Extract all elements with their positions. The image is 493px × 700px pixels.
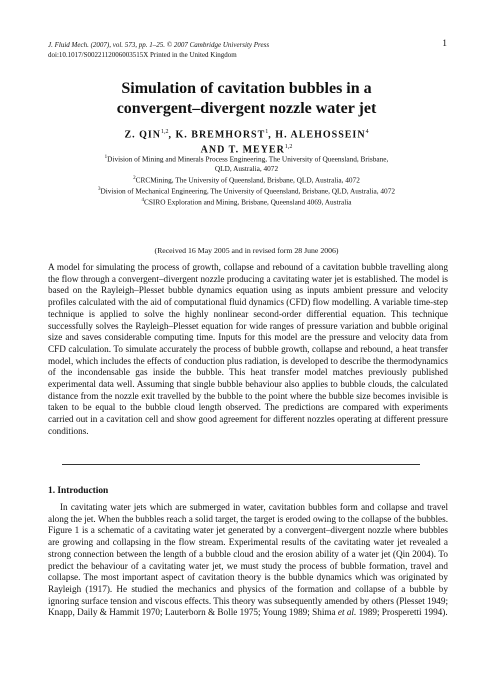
paper-title	[0, 79, 493, 119]
abstract-divider	[62, 464, 420, 465]
authors-line-1: Z. QIN$^{1,2}$, K. BREMHORST$^1$, H. ALEHOSSEIN$^4$	[124, 129, 369, 141]
paragraph-text: In cavitating water jets which are submerged in water, cavitation bubbles form and collapse and travel along the jet. When the bubbles reach a solid target, the target is eroded owing to the collapse of the bubbles. Figure 1 is a schematic of a cavitating water jet generated by a convergent–divergent nozzle where bubbles are growing and collapsing in the flow stream. Experimental results of the cavitating water jet revealed a strong connection between the length of a bubble cloud and the erosion ability of a water jet (Qin 2004). To predict the behaviour of a cavitating water jet, we must study the process of bubble formation, travel and collapse. The most important aspect of cavitation theory is the bubble dynamics which was originated by Rayleigh (1917). He studied the mechanics and physics of the formation and collapse of a bubble by ignoring surface tension and viscous effects. This theory was subsequently amended by others (Plesset 1949; Knapp, Daily & Hammit 1970; Lauterborn & Bolle 1975; Young 1989; Shima	[48, 502, 449, 618]
affiliation-text: CSIRO Exploration and Mining, Brisbane, Queensland 4069, Australia	[143, 197, 352, 207]
affiliation-continuation: QLD, Australia, 4072	[214, 164, 279, 174]
page-number: 1	[442, 39, 447, 49]
affiliation-text: Division of Mining and Minerals Process Engineering, The University of Queensland, Brisbane,	[107, 154, 389, 164]
journal-header	[48, 40, 448, 60]
affiliation	[20, 174, 473, 185]
affiliation	[20, 185, 473, 196]
affiliation-text: CRCMining, The University of Queensland, Brisbane, QLD, Australia, 4072	[135, 175, 360, 185]
doi-line: doi:10.1017/S0022112006003515X Printed in the United Kingdom	[48, 51, 237, 59]
affiliation	[20, 153, 473, 164]
received-dates: (Received 16 May 2005 and in revised form 28 June 2006)	[154, 246, 339, 255]
author-name: Z. QIN	[124, 129, 161, 141]
author-name: T. MEYER	[228, 144, 285, 156]
author-name: K. BREMHORST	[175, 129, 266, 141]
paragraph-text-end: 1989; Prosperetti 1994).	[356, 607, 448, 618]
author-affiliation-mark: 1,2	[284, 144, 293, 151]
title-line-1: Simulation of cavitation bubbles in a	[121, 80, 372, 97]
affiliation-text: Division of Mechanical Engineering, The University of Queensland, Brisbane, QLD, Australia, 4072	[100, 186, 395, 196]
journal-citation: J. Fluid Mech. (2007), vol. 573, pp. 1–25. © 2007 Cambridge University Press	[48, 41, 270, 49]
affiliation	[20, 196, 473, 207]
section-heading: 1. Introduction	[48, 486, 109, 496]
author-name: H. ALEHOSSEIN	[275, 129, 366, 141]
affiliation-mark: 4	[141, 198, 144, 204]
author-affiliation-mark: 1,2	[161, 129, 169, 135]
section-paragraph	[48, 502, 448, 619]
author-conjunction: AND	[200, 144, 226, 156]
paragraph-italic: et al.	[337, 607, 357, 618]
affiliation-mark: 3	[97, 186, 101, 192]
author-affiliation-mark: 1	[265, 129, 269, 135]
abstract: A model for simulating the process of growth, collapse and rebound of a cavitation bubble travelling along the flow through a convergent–divergent nozzle producing a cavitating water jet is established. The model is based on the Rayleigh–Plesset bubble dynamics equation using as inputs ambient pressure and velocity profiles calculated with the aid of computational fluid dynamics (CFD) flow modelling. A variable time-step technique is applied to solve the highly nonlinear second-order differential equation. This technique successfully solves the Rayleigh–Plesset equation for wide ranges of pressure variation and bubble original size and saves considerable computing time. Inputs for this model are the pressure and velocity data from CFD calculation. To simulate accurately the process of bubble growth, collapse and rebound, a heat transfer model, which includes the effects of conduction plus radiation, is developed to describe the thermodynamics of the incondensable gas inside the bubble. This heat transfer model matches previously published experimental data well. Assuming that single bubble behaviour also applies to bubble clouds, the calculated distance from the nozzle exit travelled by the bubble to the point where the bubble size becomes invisible is taken to be equal to the bubble cloud length observed. The predictions are compared with experiments carried out in a cavitation cell and show good agreement for different nozzles operating at different pressure conditions.	[48, 262, 448, 436]
affiliation-mark: 2	[133, 175, 136, 181]
affiliations	[20, 153, 473, 207]
affiliation-mark: 1	[104, 155, 108, 160]
author-affiliation-mark: 4	[365, 129, 369, 135]
title-line-2: convergent–divergent nozzle water jet	[116, 100, 377, 117]
